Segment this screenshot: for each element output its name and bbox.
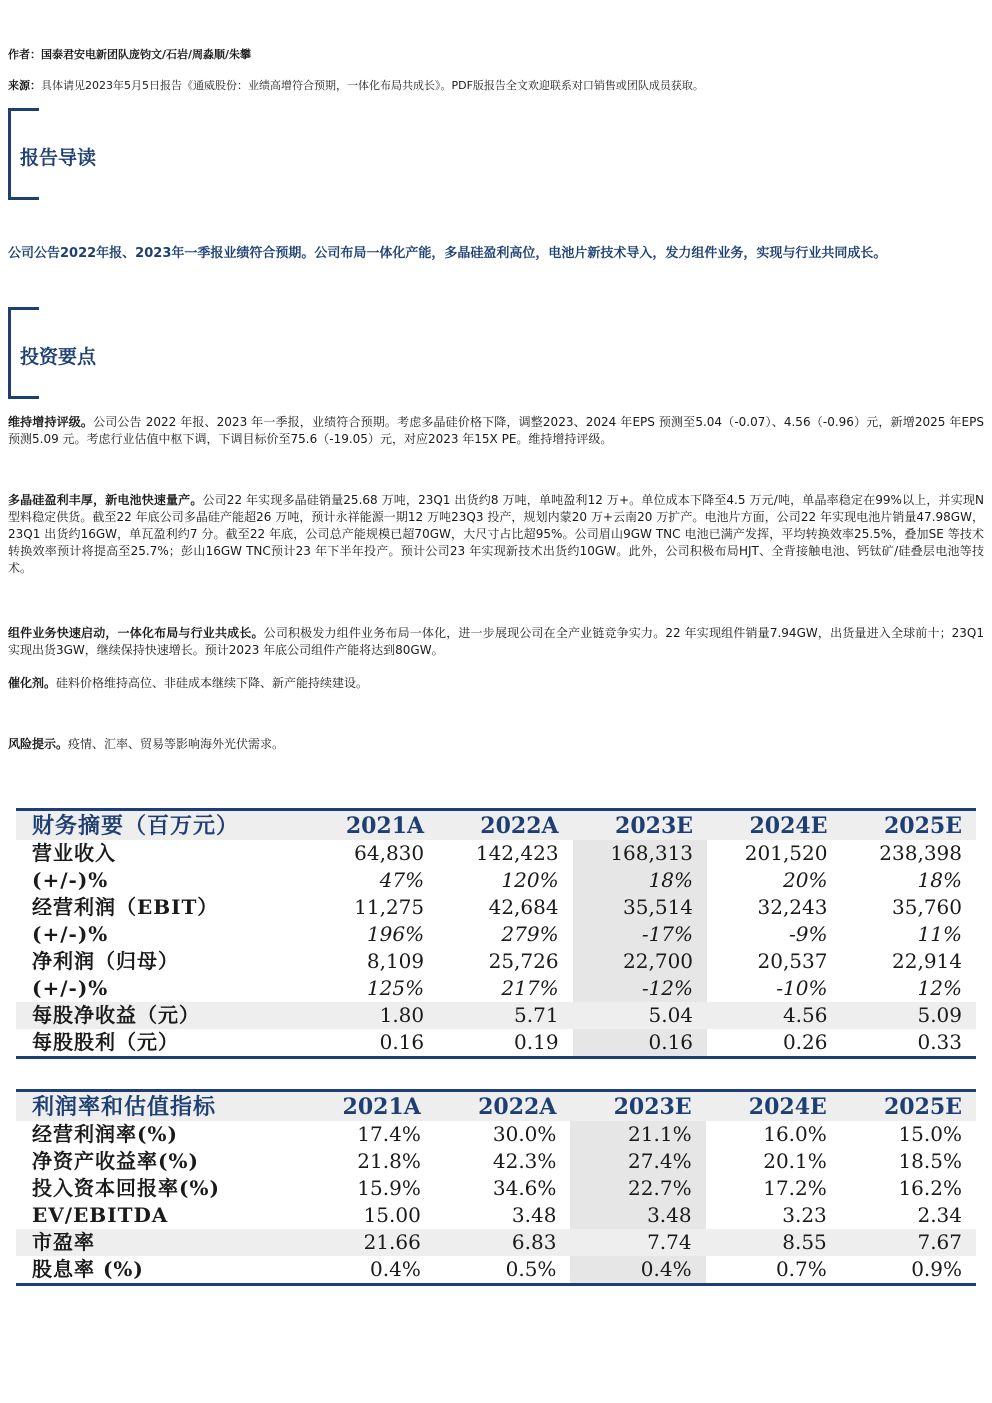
row-label: 市盈率 (16, 1229, 299, 1256)
row-label: 股息率 (%) (16, 1256, 299, 1285)
point-heading: 维持增持评级。 (8, 415, 94, 429)
row-label: 每股净收益（元） (16, 1002, 309, 1029)
table-row (16, 867, 976, 894)
source-label: 来源： (8, 79, 41, 92)
cell: 16.2% (898, 1176, 962, 1200)
year-header: 2021A (309, 810, 438, 841)
cell: 0.7% (706, 1256, 841, 1285)
cell: 17.4% (357, 1122, 421, 1146)
cell: 20.1% (763, 1149, 827, 1173)
cell: 196% (366, 922, 425, 946)
cell: 32,243 (757, 895, 828, 919)
point-body: 公司公告 2022 年报、2023 年一季报，业绩符合预期。考虑多晶硅价格下降，调整2023、2024 年EPS 预测至5.04（-0.07）、4.56（-0.96）元，新增2025 年EPS 预测5.09 元。考虑行业估值中枢下调，下调目标价至75.6（-19.05）元，对应2023 年15X PE。维持增持评级。 (8, 415, 984, 446)
table-row (16, 894, 976, 921)
source-value: 具体请见2023年5月5日报告《通威股份：业绩高增符合预期，一体化布局共成长》。PDF版报告全文欢迎联系对口销售或团队成员获取。 (41, 79, 704, 92)
table-row (16, 1029, 976, 1058)
section-title-report-guide: 报告导读 (20, 147, 97, 169)
row-label: 每股股利（元） (16, 1029, 309, 1058)
cell: 35,514 (573, 894, 707, 921)
table-row (16, 840, 976, 867)
cell: 4.56 (707, 1002, 841, 1029)
cell: 11,275 (354, 895, 425, 919)
cell: 35,760 (892, 895, 962, 919)
cell: 125% (366, 976, 425, 1000)
cell: 279% (501, 922, 559, 946)
year-header: 2021A (299, 1091, 435, 1122)
year-header: 2024E (706, 1091, 841, 1122)
point-rating (8, 414, 984, 448)
cell: 5.09 (841, 1002, 976, 1029)
author-label: 作者： (8, 48, 41, 61)
cell: 0.4% (299, 1256, 435, 1285)
valuation-metrics-table (16, 1089, 976, 1286)
cell: 0.4% (570, 1256, 705, 1285)
cell: 168,313 (573, 840, 707, 867)
cell: 64,830 (354, 841, 425, 865)
table-row (16, 1256, 976, 1285)
cell: 5.71 (438, 1002, 572, 1029)
row-label: 经营利润（EBIT） (32, 895, 219, 919)
point-heading: 组件业务快速启动，一体化布局与行业共成长。 (8, 626, 264, 640)
cell: 217% (501, 976, 559, 1000)
row-label: 净资产收益率(%) (32, 1149, 199, 1173)
row-label: (+/-)% (32, 868, 109, 892)
cell: 18% (573, 867, 707, 894)
cell: 22,700 (573, 948, 707, 975)
row-label: (+/-)% (32, 976, 109, 1000)
cell: 120% (501, 868, 559, 892)
cell: 0.9% (841, 1256, 976, 1285)
table-header-row (16, 810, 976, 841)
table-row (16, 1202, 976, 1229)
table-row (16, 1148, 976, 1175)
cell: 12% (917, 976, 962, 1000)
author-line (8, 47, 984, 63)
row-label: 营业收入 (32, 841, 116, 865)
cell: 7.74 (570, 1229, 705, 1256)
year-header: 2023E (573, 810, 707, 841)
cell: 17.2% (763, 1176, 827, 1200)
table-title: 财务摘要（百万元） (16, 810, 309, 841)
table-row (16, 948, 976, 975)
cell: 0.26 (707, 1029, 841, 1058)
cell: 34.6% (492, 1176, 557, 1200)
cell: 42.3% (492, 1149, 557, 1173)
cell: 18.5% (898, 1149, 962, 1173)
cell: 42,684 (488, 895, 559, 919)
author-value: 国泰君安电新团队庞钧文/石岩/周淼顺/朱攀 (41, 48, 252, 61)
cell: 25,726 (488, 949, 559, 973)
cell: 3.48 (511, 1203, 557, 1227)
year-header: 2024E (707, 810, 841, 841)
cell: 3.48 (570, 1202, 705, 1229)
year-header: 2025E (841, 1091, 976, 1122)
cell: 3.23 (782, 1203, 827, 1227)
cell: 47% (379, 868, 425, 892)
point-module (8, 625, 984, 659)
cell: -17% (573, 921, 707, 948)
year-header: 2022A (438, 810, 572, 841)
cell: 21.66 (299, 1229, 435, 1256)
cell: 27.4% (570, 1148, 705, 1175)
cell: -9% (788, 922, 828, 946)
cell: 1.80 (309, 1002, 438, 1029)
year-header: 2022A (435, 1091, 571, 1122)
cell: 8.55 (706, 1229, 841, 1256)
lead-summary: 公司公告2022年报、2023年一季报业绩符合预期。公司布局一体化产能，多晶硅盈利高位，电池片新技术导入，发力组件业务，实现与行业共同成长。 (8, 246, 887, 261)
cell: 16.0% (763, 1122, 827, 1146)
row-label: (+/-)% (32, 922, 109, 946)
section-title-investment-points: 投资要点 (20, 346, 97, 368)
cell: 30.0% (492, 1122, 557, 1146)
table-row (16, 975, 976, 1002)
cell: -10% (776, 976, 828, 1000)
year-header: 2023E (570, 1091, 705, 1122)
cell: 6.83 (435, 1229, 571, 1256)
cell: -12% (573, 975, 707, 1002)
cell: 8,109 (366, 949, 425, 973)
cell: 11% (917, 922, 962, 946)
table-row (16, 1121, 976, 1148)
point-body: 公司22 年实现多晶硅销量25.68 万吨，23Q1 出货约8 万吨，单吨盈利12 万+。单位成本下降至4.5 万元/吨，单晶率稳定在99%以上，并实现N 型料稳定供货。截至22 年底公司多晶硅产能超26 万吨，预计永祥能源一期12 万吨23Q3 投产，规划内蒙20 万+云南20 万扩产。电池片方面，公司22 年实现电池片销量47.98GW，23Q1 出货约16GW，单瓦盈利约7 分。截至22 年底，公司总产能规模已超70GW，大尺寸占比超95%。公司眉山9GW TNC 电池已满产发挥，平均转换效率25.5%，叠加SE 等技术转换效率预计将提高至25.7%；彭山16GW TNC预计23 年下半年投产。预计公司23 年实现新技术出货约10GW。此外，公司积极布局HJT、全背接触电池、钙钛矿/硅叠层电池等技术。 (8, 493, 984, 575)
cell: 15.9% (357, 1176, 421, 1200)
point-heading: 催化剂。 (8, 676, 57, 690)
cell: 0.5% (435, 1256, 571, 1285)
cell: 201,520 (744, 841, 828, 865)
financial-summary-table (16, 808, 976, 1059)
cell: 2.34 (917, 1203, 962, 1227)
cell: 20% (783, 868, 828, 892)
cell: 15.0% (898, 1122, 962, 1146)
point-polysilicon (8, 492, 984, 577)
cell: 22,914 (892, 949, 962, 973)
year-header: 2025E (841, 810, 976, 841)
cell: 21.8% (357, 1149, 421, 1173)
cell: 5.04 (573, 1002, 707, 1029)
cell: 0.19 (438, 1029, 572, 1058)
cell: 0.16 (309, 1029, 438, 1058)
table-row (16, 921, 976, 948)
table-row (16, 1229, 976, 1256)
row-label: 经营利润率(%) (32, 1122, 178, 1146)
source-line (8, 78, 984, 94)
point-heading: 风险提示。 (8, 737, 69, 751)
row-label: EV/EBITDA (32, 1203, 169, 1227)
cell: 142,423 (475, 841, 559, 865)
point-catalyst (8, 675, 984, 692)
cell: 0.16 (573, 1029, 707, 1058)
cell: 22.7% (570, 1175, 705, 1202)
point-body: 疫情、汇率、贸易等影响海外光伏需求。 (68, 737, 285, 751)
cell: 0.33 (841, 1029, 976, 1058)
table-row (16, 1002, 976, 1029)
cell: 7.67 (841, 1229, 976, 1256)
table-title: 利润率和估值指标 (16, 1091, 299, 1122)
point-body: 公司积极发力组件业务布局一体化，进一步展现公司在全产业链竞争实力。22 年实现组件销量7.94GW，出货量进入全球前十；23Q1 实现出货3GW，继续保持快速增长。预计2023 年底公司组件产能将达到80GW。 (8, 626, 984, 657)
cell: 15.00 (363, 1203, 421, 1227)
cell: 21.1% (570, 1121, 705, 1148)
table-header-row (16, 1091, 976, 1122)
table-row (16, 1175, 976, 1202)
point-risk (8, 736, 984, 753)
cell: 20,537 (757, 949, 828, 973)
cell: 238,398 (879, 841, 962, 865)
row-label: 投入资本回报率(%) (32, 1176, 220, 1200)
point-body: 硅料价格维持高位、非硅成本继续下降、新产能持续建设。 (56, 676, 369, 690)
point-heading: 多晶硅盈利丰厚，新电池快速量产。 (8, 493, 203, 507)
row-label: 净利润（归母） (32, 949, 179, 973)
cell: 18% (917, 868, 962, 892)
